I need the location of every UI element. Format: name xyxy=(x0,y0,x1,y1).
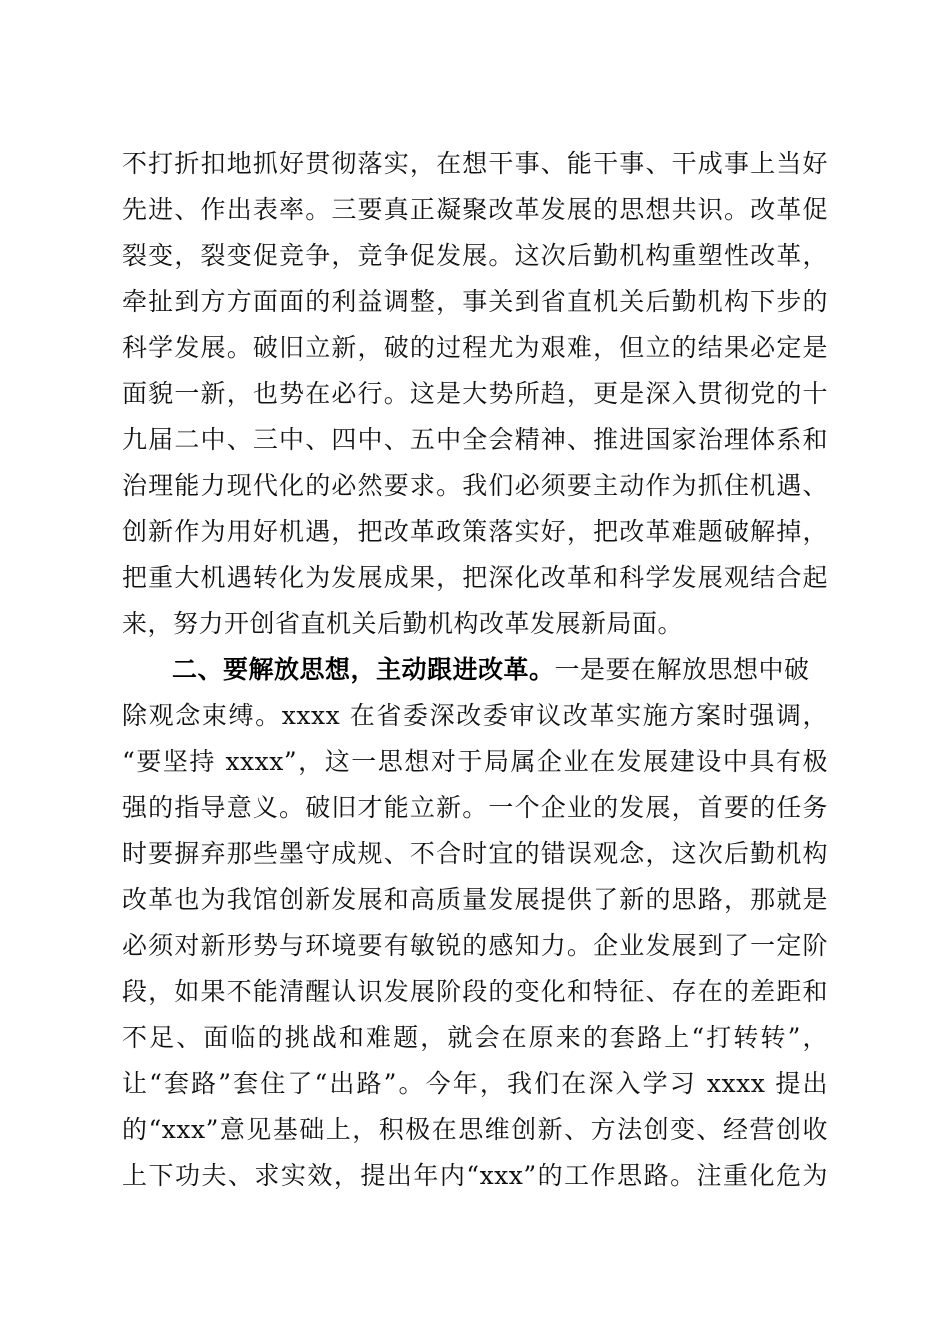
paragraph-line: 把重大机遇转化为发展成果，把深化改革和科学发展观结合起 xyxy=(122,563,828,592)
paragraph-line: 不足、面临的挑战和难题，就会在原来的套路上“打转转”， xyxy=(122,1023,828,1052)
paragraph-line: 牵扯到方方面面的利益调整，事关到省直机关后勤机构下步的 xyxy=(122,287,828,316)
paragraph-line: 先进、作出表率。三要真正凝聚改革发展的思想共识。改革促 xyxy=(122,195,828,224)
paragraph-line: 让“套路”套住了“出路”。今年，我们在深入学习 xxxx 提出 xyxy=(122,1069,828,1098)
paragraph-line: 改革也为我馆创新发展和高质量发展提供了新的思路，那就是 xyxy=(122,885,828,914)
paragraph-line: 的“xxx”意见基础上，积极在思维创新、方法创变、经营创收 xyxy=(122,1115,828,1144)
paragraph-line: 除观念束缚。xxxx 在省委深改委审议改革实施方案时强调， xyxy=(122,701,828,730)
paragraph-line: 九届二中、三中、四中、五中全会精神、推进国家治理体系和 xyxy=(122,425,828,454)
paragraph-line: “要坚持 xxxx”，这一思想对于局属企业在发展建设中具有极 xyxy=(122,747,828,776)
paragraph-line: 上下功夫、求实效，提出年内“xxx”的工作思路。注重化危为 xyxy=(122,1161,828,1190)
paragraph-line: 不打折扣地抓好贯彻落实，在想干事、能干事、干成事上当好 xyxy=(122,149,828,178)
section-heading: 二、要解放思想，主动跟进改革。 xyxy=(172,655,555,684)
paragraph-line: 来，努力开创省直机关后勤机构改革发展新局面。 xyxy=(122,609,684,638)
paragraph-line: 治理能力现代化的必然要求。我们必须要主动作为抓住机遇、 xyxy=(122,471,828,500)
paragraph-line: 科学发展。破旧立新，破的过程尤为艰难，但立的结果必定是 xyxy=(122,333,828,362)
section-heading-line xyxy=(172,647,828,693)
paragraph-line: 面貌一新，也势在必行。这是大势所趋，更是深入贯彻党的十 xyxy=(122,379,828,408)
paragraph-line: 段，如果不能清醒认识发展阶段的变化和特征、存在的差距和 xyxy=(122,977,828,1006)
paragraph-line: 强的指导意义。破旧才能立新。一个企业的发展，首要的任务 xyxy=(122,793,828,822)
paragraph-line: 裂变，裂变促竞争，竞争促发展。这次后勤机构重塑性改革， xyxy=(122,241,828,270)
paragraph-line: 必须对新形势与环境要有敏锐的感知力。企业发展到了一定阶 xyxy=(122,931,828,960)
heading-line-text: 一是要在解放思想中破 xyxy=(554,655,810,684)
paragraph-line: 创新作为用好机遇，把改革政策落实好，把改革难题破解掉， xyxy=(122,517,828,546)
paragraph-line: 时要摒弃那些墨守成规、不合时宜的错误观念，这次后勤机构 xyxy=(122,839,828,868)
